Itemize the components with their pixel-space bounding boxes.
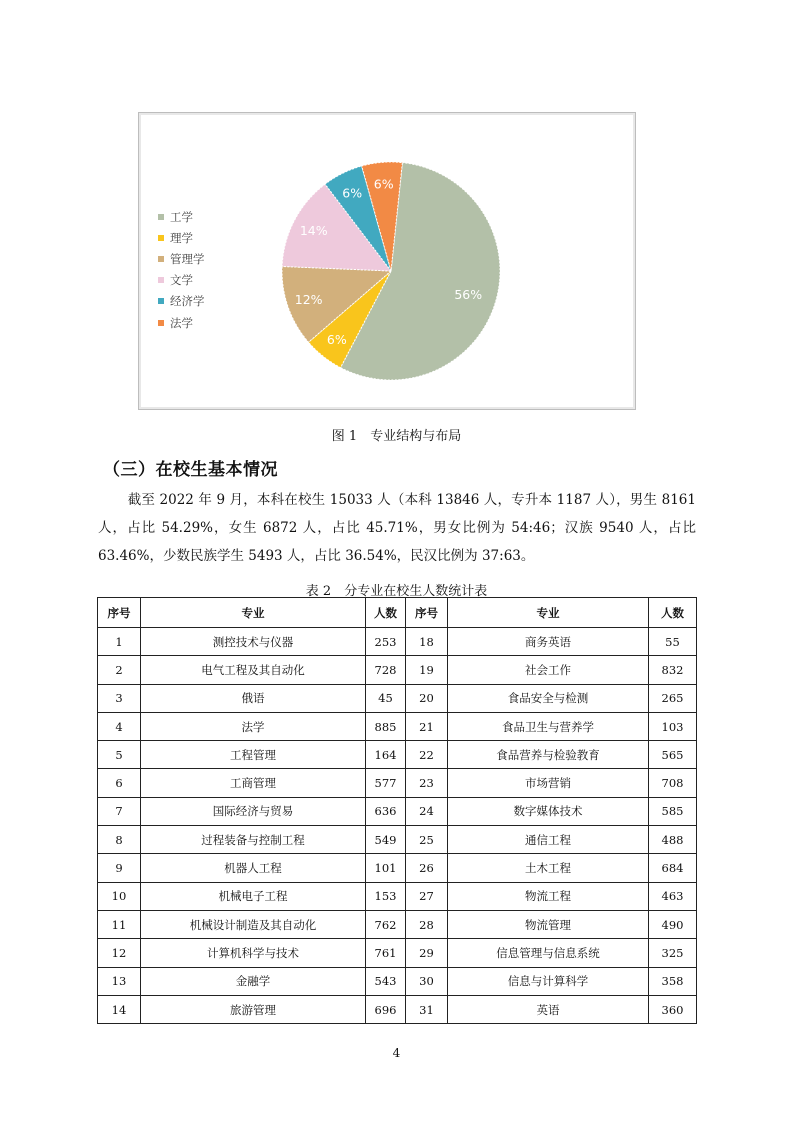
cell-major: 商务英语 [448,628,649,656]
cell-count: 325 [649,939,697,967]
cell-index: 21 [406,712,448,740]
table-row [98,797,697,825]
cell-count: 832 [649,656,697,684]
pie-slice-label: 12% [294,292,323,308]
table-caption: 表 2 分专业在校生人数统计表 [305,584,488,599]
cell-count: 265 [649,684,697,712]
cell-major: 俄语 [141,684,366,712]
cell-count: 585 [649,797,697,825]
cell-index: 11 [98,910,141,938]
cell-index: 6 [98,769,141,797]
table-row [98,995,697,1023]
cell-index: 25 [406,826,448,854]
cell-major: 机器人工程 [141,854,366,882]
cell-count: 577 [366,769,406,797]
col-header-index: 序号 [406,598,448,628]
table-row [98,910,697,938]
cell-major: 电气工程及其自动化 [141,656,366,684]
table-row [98,628,697,656]
table-row [98,826,697,854]
cell-index: 26 [406,854,448,882]
cell-index: 1 [98,628,141,656]
cell-count: 463 [649,882,697,910]
cell-count: 253 [366,628,406,656]
table-row [98,939,697,967]
cell-count: 153 [366,882,406,910]
cell-index: 7 [98,797,141,825]
cell-count: 761 [366,939,406,967]
pie-slice-label: 6% [326,331,347,347]
cell-count: 101 [366,854,406,882]
pie-slice-label: 6% [373,176,394,192]
cell-count: 696 [366,995,406,1023]
figure-caption: 图 1 专业结构与布局 [331,429,462,444]
cell-major: 工程管理 [141,741,366,769]
table-row [98,741,697,769]
legend-item [158,312,205,333]
cell-index: 29 [406,939,448,967]
cell-count: 55 [649,628,697,656]
cell-count: 164 [366,741,406,769]
legend-label: 管理学 [170,251,205,266]
cell-index: 22 [406,741,448,769]
cell-count: 543 [366,967,406,995]
cell-major: 土木工程 [448,854,649,882]
col-header-index: 序号 [98,598,141,628]
legend-swatch [158,256,164,262]
cell-index: 14 [98,995,141,1023]
cell-major: 食品卫生与营养学 [448,712,649,740]
cell-major: 市场营销 [448,769,649,797]
table-row [98,656,697,684]
section-heading: （三）在校生基本情况 [103,460,278,480]
cell-major: 社会工作 [448,656,649,684]
cell-count: 360 [649,995,697,1023]
table-row [98,967,697,995]
cell-index: 27 [406,882,448,910]
cell-count: 103 [649,712,697,740]
legend-item [158,206,205,227]
pie-chart [139,113,635,409]
cell-major: 法学 [141,712,366,740]
cell-index: 13 [98,967,141,995]
cell-count: 488 [649,826,697,854]
cell-major: 测控技术与仪器 [141,628,366,656]
cell-index: 28 [406,910,448,938]
legend-label: 理学 [170,230,193,245]
cell-major: 物流管理 [448,910,649,938]
cell-index: 8 [98,826,141,854]
cell-index: 24 [406,797,448,825]
cell-index: 2 [98,656,141,684]
pie-slice-label: 14% [299,223,328,239]
chart-frame [138,112,636,410]
cell-index: 12 [98,939,141,967]
table-row [98,882,697,910]
cell-major: 过程装备与控制工程 [141,826,366,854]
cell-count: 728 [366,656,406,684]
table-header-row [98,598,697,628]
legend-swatch [158,298,164,304]
legend-swatch [158,277,164,283]
legend-label: 经济学 [170,294,205,309]
legend-swatch [158,214,164,220]
page-number: 4 [392,1046,401,1060]
table-row [98,684,697,712]
legend-label: 工学 [170,209,193,224]
major-enrollment-table [97,597,697,1024]
cell-major: 国际经济与贸易 [141,797,366,825]
cell-major: 旅游管理 [141,995,366,1023]
cell-major: 计算机科学与技术 [141,939,366,967]
cell-index: 4 [98,712,141,740]
cell-major: 通信工程 [448,826,649,854]
table-row [98,769,697,797]
cell-count: 762 [366,910,406,938]
table-row [98,712,697,740]
cell-count: 708 [649,769,697,797]
cell-count: 565 [649,741,697,769]
cell-index: 3 [98,684,141,712]
cell-count: 490 [649,910,697,938]
legend-label: 法学 [170,315,193,330]
cell-count: 549 [366,826,406,854]
col-header-count: 人数 [649,598,697,628]
legend-item [158,248,205,269]
cell-index: 18 [406,628,448,656]
cell-major: 物流工程 [448,882,649,910]
cell-major: 工商管理 [141,769,366,797]
col-header-major: 专业 [448,598,649,628]
cell-index: 30 [406,967,448,995]
cell-count: 45 [366,684,406,712]
legend-swatch [158,320,164,326]
cell-count: 885 [366,712,406,740]
legend-label: 文学 [170,273,193,288]
cell-index: 31 [406,995,448,1023]
cell-major: 食品安全与检测 [448,684,649,712]
legend-item [158,270,205,291]
cell-count: 684 [649,854,697,882]
legend-swatch [158,235,164,241]
cell-major: 数字媒体技术 [448,797,649,825]
cell-index: 5 [98,741,141,769]
cell-major: 食品营养与检验教育 [448,741,649,769]
table-row [98,854,697,882]
col-header-major: 专业 [141,598,366,628]
cell-index: 10 [98,882,141,910]
cell-major: 信息与计算科学 [448,967,649,995]
cell-index: 23 [406,769,448,797]
cell-count: 358 [649,967,697,995]
cell-index: 19 [406,656,448,684]
cell-major: 英语 [448,995,649,1023]
cell-count: 636 [366,797,406,825]
pie-slice-label: 6% [342,185,363,201]
cell-major: 金融学 [141,967,366,995]
cell-index: 20 [406,684,448,712]
legend-item [158,291,205,312]
legend-item [158,227,205,248]
cell-major: 机械电子工程 [141,882,366,910]
cell-major: 机械设计制造及其自动化 [141,910,366,938]
col-header-count: 人数 [366,598,406,628]
body-paragraph: 截至 2022 年 9 月，本科在校生 15033 人（本科 13846 人，专升本 1187 人），男生 8161 人，占比 54.29%，女生 6872 人，占比 45.71%，男女比例为 54:46；汉族 9540 人，占比 63.46%，少数民族学生 5493 人，占比 36.54%，民汉比例为 37:63。 [98,492,696,564]
cell-index: 9 [98,854,141,882]
cell-major: 信息管理与信息系统 [448,939,649,967]
pie-slice-label: 56% [454,286,483,302]
chart-legend [158,206,205,333]
